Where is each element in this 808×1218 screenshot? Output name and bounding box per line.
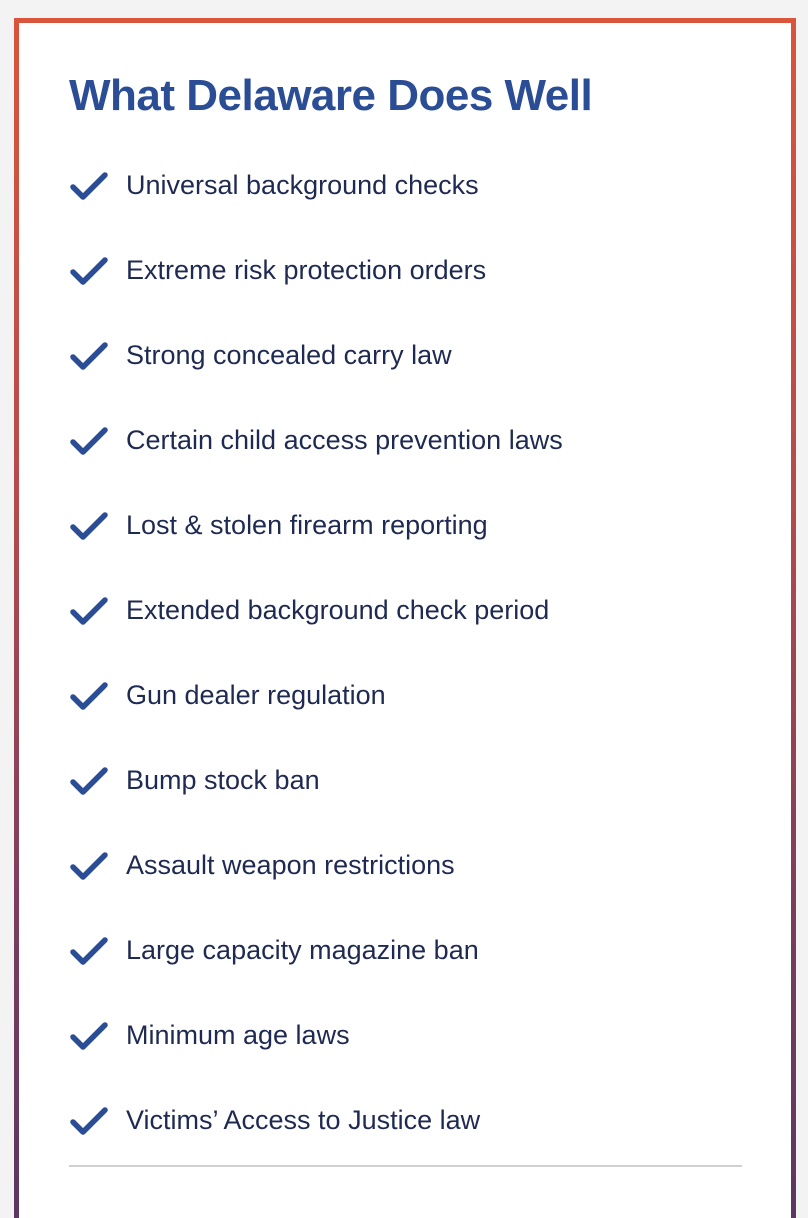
list-item-label: Extreme risk protection orders <box>126 255 487 285</box>
list-item-label: Assault weapon restrictions <box>126 850 455 880</box>
checkmark-icon <box>69 425 109 459</box>
list-item <box>69 933 563 1018</box>
list-item <box>69 1018 563 1103</box>
checkmark-icon <box>69 255 109 289</box>
checkmark-icon <box>69 680 109 714</box>
list-item-label: Extended background check period <box>126 595 550 625</box>
list-item <box>69 338 563 423</box>
list-item-label: Large capacity magazine ban <box>126 935 479 965</box>
list-item-label: Strong concealed carry law <box>126 340 452 370</box>
list-item-label: Universal background checks <box>126 170 479 200</box>
policy-list <box>69 168 563 1188</box>
list-item-label: Victims’ Access to Justice law <box>126 1105 481 1135</box>
list-item <box>69 678 563 763</box>
list-item-label: Gun dealer regulation <box>126 680 386 710</box>
list-item <box>69 508 563 593</box>
checkmark-icon <box>69 765 109 799</box>
section-divider <box>69 1165 742 1167</box>
checkmark-icon <box>69 850 109 884</box>
list-item-label: Lost & stolen firearm reporting <box>126 510 488 540</box>
policy-card <box>19 23 791 1218</box>
list-item-label: Bump stock ban <box>126 765 320 795</box>
card-title: What Delaware Does Well <box>69 71 593 120</box>
checkmark-icon <box>69 340 109 374</box>
list-item <box>69 593 563 678</box>
list-item <box>69 763 563 848</box>
checkmark-icon <box>69 595 109 629</box>
checkmark-icon <box>69 935 109 969</box>
checkmark-icon <box>69 510 109 544</box>
checkmark-icon <box>69 1020 109 1054</box>
checkmark-icon <box>69 1105 109 1139</box>
card-border <box>14 18 796 1218</box>
list-item-label: Minimum age laws <box>126 1020 350 1050</box>
list-item <box>69 848 563 933</box>
checkmark-icon <box>69 170 109 204</box>
list-item <box>69 423 563 508</box>
list-item-label: Certain child access prevention laws <box>126 425 563 455</box>
list-item <box>69 253 563 338</box>
list-item <box>69 1103 563 1188</box>
list-item <box>69 168 563 253</box>
